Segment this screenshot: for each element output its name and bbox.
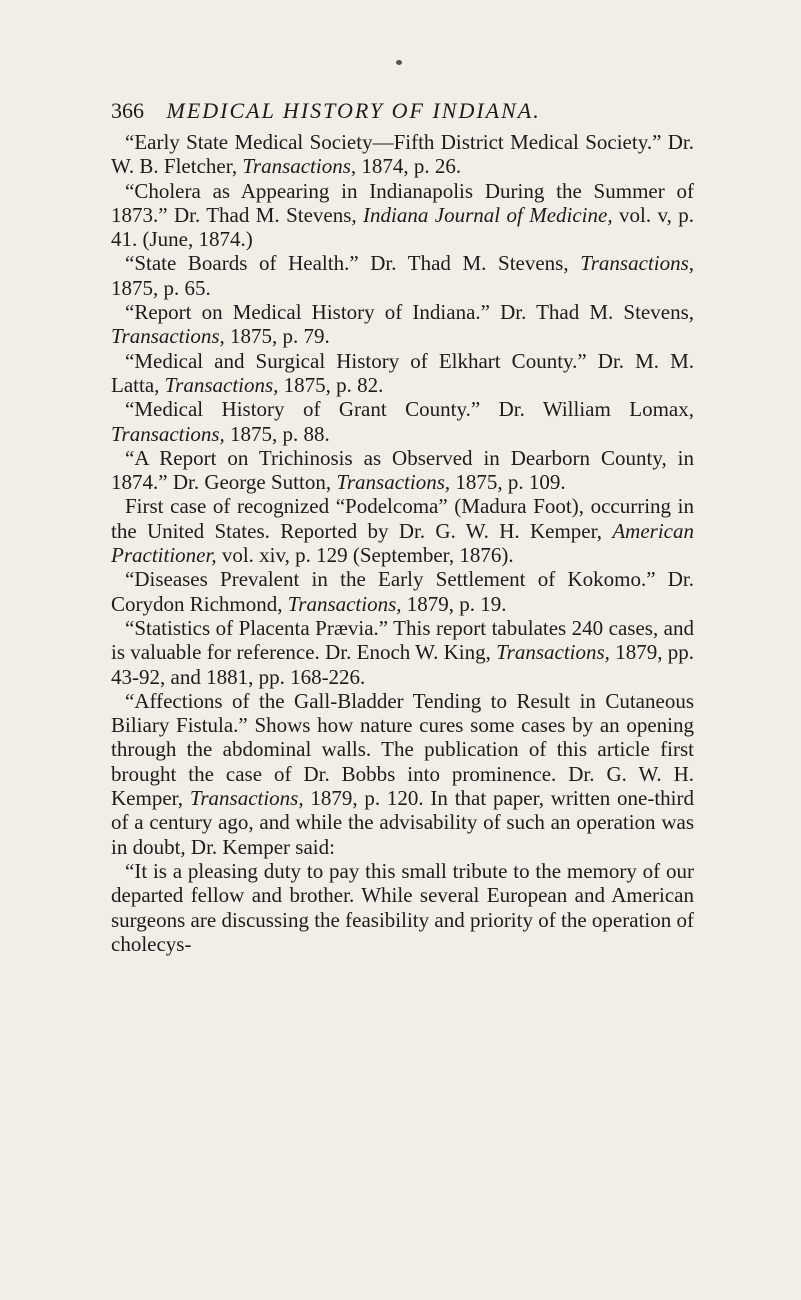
quotation-paragraph: “It is a pleasing duty to pay this small tribute to the memory of our departed fellow and brother. While several European and American surgeons are discussing the feasibility and priority of the operation of cholecys- — [111, 858, 694, 956]
bibliography-entry: “Diseases Prevalent in the Early Settlement of Kokomo.” Dr. Corydon Richmond, Transactions, 1879, p. 19. — [111, 567, 694, 616]
body-text — [111, 130, 694, 956]
bibliography-entry: “A Report on Trichinosis as Observed in Dearborn County, in 1874.” Dr. George Sutton, Transactions, 1875, p. 109. — [111, 445, 694, 495]
page-title: MEDICAL HISTORY OF INDIANA. — [166, 98, 541, 123]
running-header — [111, 98, 711, 124]
bibliography-entry: “Medical History of Grant County.” Dr. William Lomax, Transactions, 1875, p. 88. — [111, 397, 694, 446]
bibliography-entry: “Cholera as Appearing in Indianapolis During the Summer of 1873.” Dr. Thad M. Stevens, Indiana Journal of Medicine, vol. v, p. 41. (June, 1874.) — [111, 178, 694, 252]
bibliography-entry: “Statistics of Placenta Prævia.” This report tabulates 240 cases, and is valuable for reference. Dr. Enoch W. King, Transactions, 1879, pp. 43-92, and 1881, pp. 168-226. — [111, 615, 695, 689]
bibliography-entry: “State Boards of Health.” Dr. Thad M. Stevens, Transactions, 1875, p. 65. — [111, 251, 694, 300]
bibliography-entry: “Early State Medical Society—Fifth District Medical Society.” Dr. W. B. Fletcher, Transactions, 1874, p. 26. — [111, 130, 694, 179]
bibliography-entry: “Medical and Surgical History of Elkhart County.” Dr. M. M. Latta, Transactions, 1875, p. 82. — [111, 348, 694, 397]
bibliography-entry: “Report on Medical History of Indiana.” Dr. Thad M. Stevens, Transactions, 1875, p. 79. — [111, 300, 694, 349]
bibliography-entry: “Affections of the Gall-Bladder Tending to Result in Cutaneous Biliary Fistula.” Shows how nature cures some cases by an opening through the abdominal walls. The publication of this article first brought the case of Dr. Bobbs into prominence. Dr. G. W. H. Kemper, Transactions, 1879, p. 120. In that paper, written one-third of a century ago, and while the advisability of such an operation was in doubt, Dr. Kemper said: — [111, 688, 694, 859]
bibliography-entry: First case of recognized “Podelcoma” (Madura Foot), occurring in the United States. Reported by Dr. G. W. H. Kemper, American Practitioner, vol. xiv, p. 129 (September, 1876). — [111, 494, 694, 568]
printer-mark — [396, 60, 402, 65]
page-number: 366 — [111, 98, 144, 123]
